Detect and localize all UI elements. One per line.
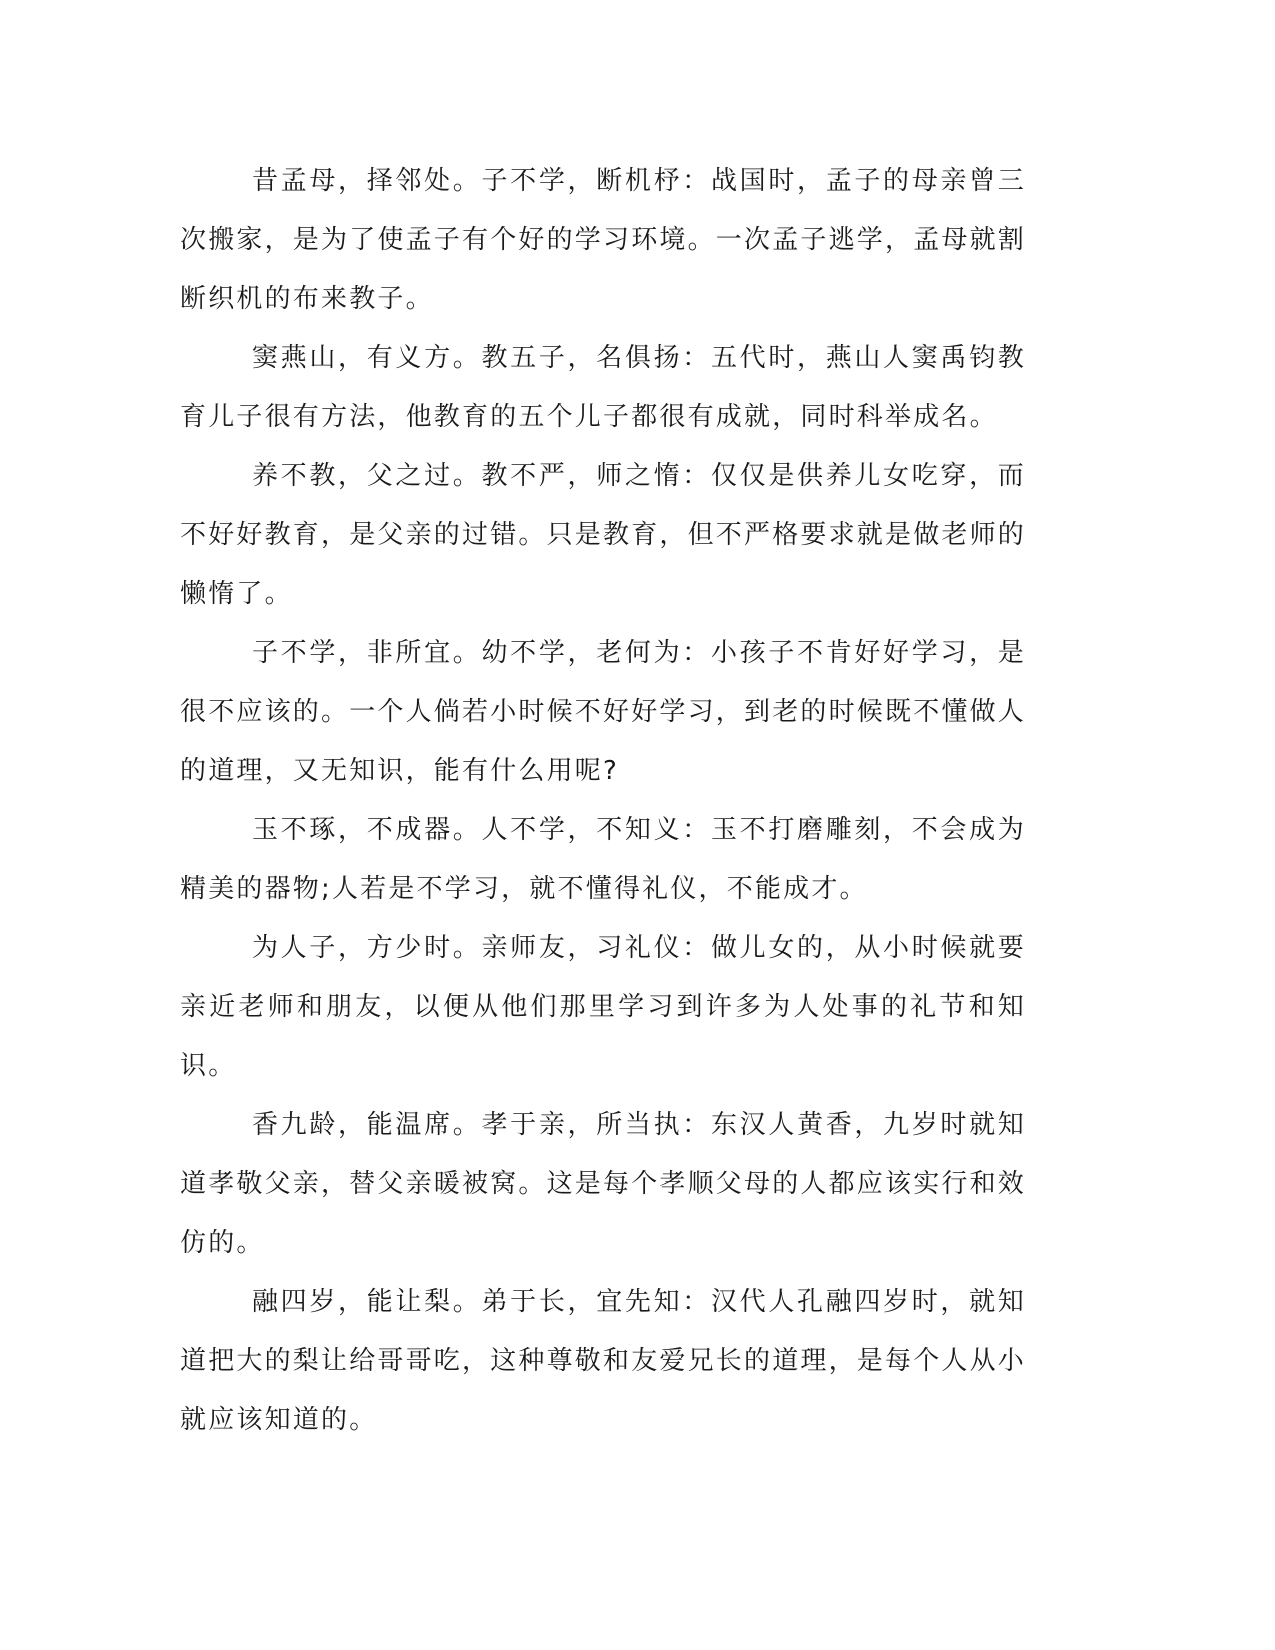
paragraph-dou-yanshan: 窦燕山，有义方。教五子，名俱扬：五代时，燕山人窦禹钧教育儿子很有方法，他教育的五个儿子都很有成就，同时科举成名。	[180, 343, 1026, 432]
paragraph-xiang-jiu-ling: 香九龄，能温席。孝于亲，所当执：东汉人黄香，九岁时就知道孝敬父亲，替父亲暖被窝。这是每个孝顺父母的人都应该实行和效仿的。	[180, 1110, 1027, 1258]
paragraph-rong-si-sui: 融四岁，能让梨。弟于长，宜先知：汉代人孔融四岁时，就知道把大的梨让给哥哥吃，这种尊敬和友爱兄长的道理，是每个人从小就应该知道的。	[180, 1287, 1027, 1435]
paragraph-yu-bu-zhuo: 玉不琢，不成器。人不学，不知义：玉不打磨雕刻，不会成为精美的器物;人若是不学习，就不懂得礼仪，不能成才。	[180, 815, 1026, 904]
paragraph-yang-bu-jiao: 养不教，父之过。教不严，师之惰：仅仅是供养儿女吃穿，而不好好教育，是父亲的过错。只是教育，但不严格要求就是做老师的懒惰了。	[180, 461, 1027, 609]
paragraph-wei-ren-zi: 为人子，方少时。亲师友，习礼仪：做儿女的，从小时候就要亲近老师和朋友，以便从他们那里学习到许多为人处事的礼节和知识。	[180, 933, 1026, 1081]
document-body	[180, 152, 1026, 1450]
paragraph-meng-mu: 昔孟母，择邻处。子不学，断机杼：战国时，孟子的母亲曾三次搬家，是为了使孟子有个好的学习环境。一次孟子逃学，孟母就割断织机的布来教子。	[180, 166, 1027, 314]
paragraph-zi-bu-xue: 子不学，非所宜。幼不学，老何为：小孩子不肯好好学习，是很不应该的。一个人倘若小时候不好好学习，到老的时候既不懂做人的道理，又无知识，能有什么用呢?	[180, 638, 1027, 786]
